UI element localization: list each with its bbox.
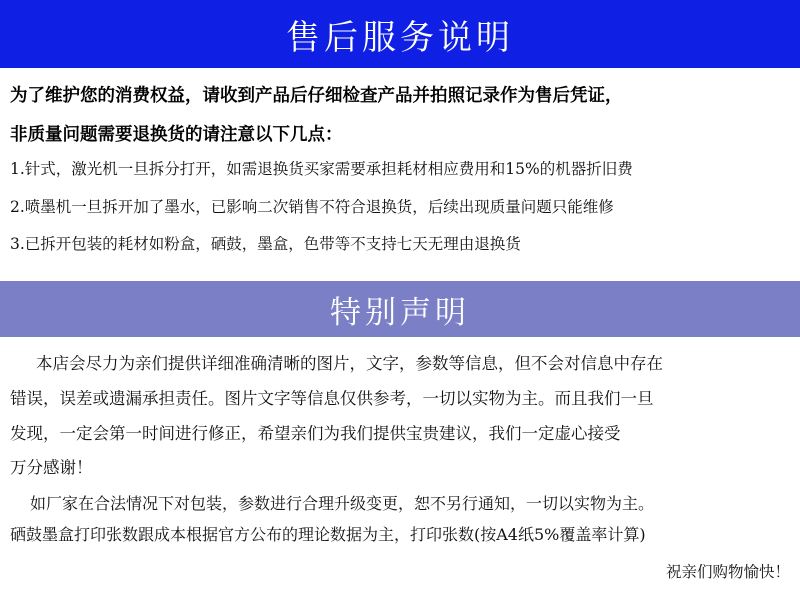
- intro-line-1: 为了维护您的消费权益，请收到产品后仔细检查产品并拍照记录作为售后凭证，: [10, 86, 623, 106]
- notice-line-1: 如厂家在合法情况下对包装，参数进行合理升级变更，恕不另行通知，一切以实物为主。: [30, 494, 655, 513]
- notice-line-2: 硒鼓墨盒打印张数跟成本根据官方公布的理论数据为主，打印张数(按A4纸5%覆盖率计算): [10, 525, 646, 544]
- statement-line-4: 万分感谢！: [10, 458, 93, 477]
- policy-item-3: 3.已拆开包装的耗材如粉盒，硒鼓，墨盒，色带等不支持七天无理由退换货: [10, 235, 521, 253]
- special-statement-header: [0, 281, 800, 337]
- closing-greeting: 祝亲们购物愉快！: [665, 563, 790, 581]
- policy-item-2: 2.喷墨机一旦拆开加了墨水，已影响二次销售不符合退换货，后续出现质量问题只能维修: [10, 198, 614, 216]
- after-sales-header: [0, 0, 800, 68]
- statement-line-2: 错误，误差或遗漏承担责任。图片文字等信息仅供参考，一切以实物为主。而且我们一旦: [10, 389, 654, 408]
- special-statement-title: 特别声明: [330, 294, 470, 331]
- statement-line-1: 本店会尽力为亲们提供详细准确清晰的图片，文字，参数等信息，但不会对信息中存在: [36, 354, 663, 373]
- policy-item-1: 1.针式，激光机一旦拆分打开，如需退换货买家需要承担耗材相应费用和15%的机器折旧费: [10, 160, 633, 178]
- statement-line-3: 发现，一定会第一时间进行修正，希望亲们为我们提供宝贵建议，我们一定虚心接受: [10, 424, 621, 443]
- intro-line-2: 非质量问题需要退换货的请注意以下几点：: [10, 125, 343, 145]
- after-sales-title: 售后服务说明: [286, 17, 514, 58]
